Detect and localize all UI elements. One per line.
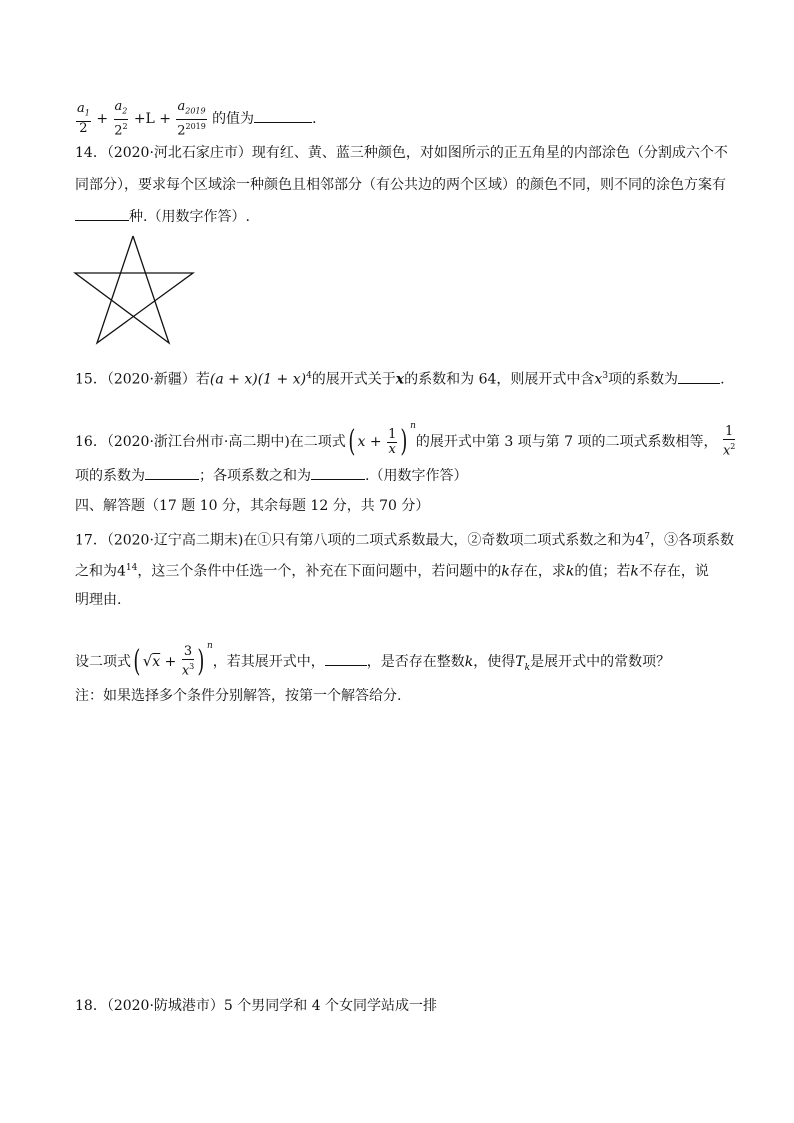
q16-line-1: 16．（2020·浙江台州市·高二期中)在二项式( x + $\frac{1}{x}$ ) $^n$的展开式中第 3 项与第 7 项的二项式系数相等， $\frac{1}{x^2}$ (75, 421, 736, 459)
q16-line-2: 项的系数为 ；各项系数之和为 .（用数字作答） (75, 465, 467, 486)
fraction-3-over-x3: $\frac{3}{x^3}$ (181, 644, 195, 679)
fraction-1-over-x: $\frac{1}{x}$ (388, 426, 397, 457)
fraction-term-2: $\frac{a_2}{2^2}$ (114, 99, 128, 138)
q14-line-2: 同部分），要求每个区域涂一种颜色且相邻部分（有公共边的两个区域）的颜色不同，则不同的涂色方案有 (75, 177, 726, 193)
answer-blank[interactable] (311, 465, 365, 480)
q14-line-3: 种.（用数字作答）. (75, 206, 250, 227)
pentagram-figure (73, 233, 198, 345)
answer-blank[interactable] (75, 206, 129, 221)
answer-blank[interactable] (678, 369, 720, 384)
fraction-term-3: $\frac{a_{2019}}{2^{2019}}$ (177, 99, 206, 138)
answer-blank[interactable] (145, 465, 199, 480)
section-heading: 四、解答题（17 题 10 分，其余每题 12 分，共 70 分） (75, 498, 430, 514)
q17-line-3: 明理由. (75, 592, 122, 608)
q17-setup: 设二项式( √x + $\frac{3}{x^3}$ ) $^n$，若其展开式中， ，是否存在整数k，使得$T_k$是展开式中的常数项？ (75, 641, 671, 679)
q14-line-1: 14．（2020·河北石家庄市）现有红、黄、蓝三种颜色，对如图所示的正五角星的内部涂色（分割成六个不 (75, 145, 728, 161)
q17-note: 注：如果选择多个条件分别解答，按第一个解答给分. (75, 688, 402, 704)
q17-line-2: 之和为$4^{14}$，这三个条件中任选一个，补充在下面问题中，若问题中的k存在，求k的值；若k不存在，说 (75, 563, 709, 580)
q17-line-1: 17．（2020·辽宁高二期末)在①只有第八项的二项式系数最大，②奇数项二项式系数之和为$4^7$，③各项系数 (75, 532, 735, 549)
answer-blank[interactable] (325, 651, 367, 666)
q18-line: 18．（2020·防城港市）5 个男同学和 4 个女同学站成一排 (75, 998, 438, 1014)
q13-expression: $\frac{a_1}{2}$ + $\frac{a_2}{2^2}$ +L + $\frac{a_{2019}}{2^{2019}}$ 的值为 ． (77, 99, 327, 138)
q15-line: 15．（2020·新疆）若$(a + x)(1 + x)^4$的展开式关于x的系数和为 64，则展开式中含$x^3$项的系数为 . (75, 366, 725, 390)
answer-blank[interactable] (254, 108, 312, 123)
fraction-1-over-x2: $\frac{1}{x^2}$ (722, 424, 736, 459)
fraction-term-1: $\frac{a_1}{2}$ (77, 101, 90, 136)
